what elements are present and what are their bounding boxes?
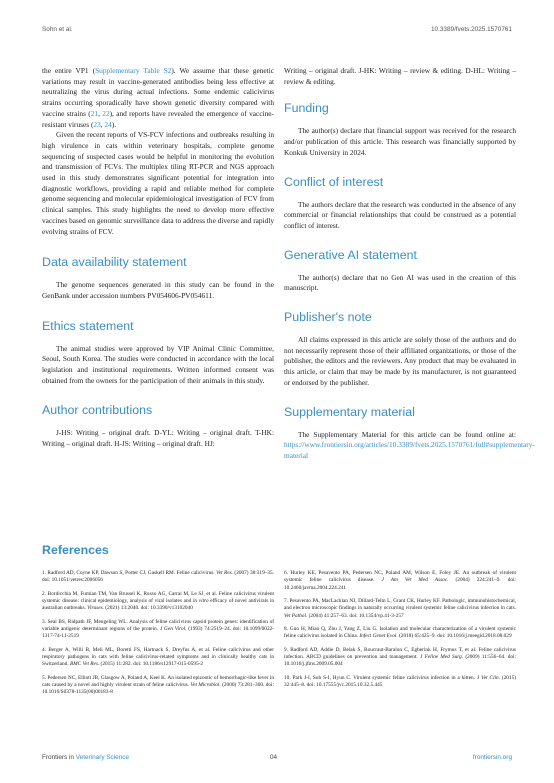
data-availability-text: The genome sequences generated in this study can be found in the GenBank under accession numbers PV054606-PV054611. [42,280,274,300]
section-heading-data-availability: Data availability statement [42,255,187,270]
conflict-text: The authors declare that the research was conducted in the absence of any commercial or financial relationships that could be construed as a potential conflict of interest. [284,199,516,230]
reference-item: 10. Park J-I, Suh S-I, Hyun C. Virulent systemic feline calicivirus infection in a kitten. J Vet Clin. (2015) 32:445–8. doi: 10.17555/jvc.2015.10.32.5.445 [284,674,517,688]
footer-journal: Frontiers in Veterinary Science [42,754,130,761]
discussion-paragraph-2: Given the recent reports of VS-FCV infections and outbreaks resulting in high virulence in cats within veterinary hospitals, complete genome sequencing of suspected cases would be helpful in monitoring the evolution and transmission of FCVs. The multiplex tiling RT-PCR and NGS approach used in this study demonstrates significant potential for integration into diagnostic workflows, providing a rapid and reliable method for complete genome sequencing and molecular epidemiological investigation of FCV from clinical samples. This study highlights the need to develop more effective vaccines based on genomic surveillance data to address the diverse and rapidly evolving strains of FCV. [42,130,274,236]
supplementary-url-link[interactable]: https://www.frontiersin.org/articles/10.3389/fvets.2025.1570761/full#supplementary-material [284,440,535,460]
citation-link[interactable]: 21 [90,108,99,118]
reference-item: 4. Berger A, Willi B, Meli ML, Boretti FS, Hartnack S, Dreyfus A, et al. Feline calicivirus and other respiratory pathogens in cats with feline calicivirus-related symptoms and in clinically healthy cats in Switzerland. BMC Vet Res. (2015) 11:282. doi: 10.1186/s12917-015-0595-2 [42,646,274,668]
supplementary-text: The Supplementary Material for this article can be found online at: https://www.frontiersin.org/articles/10.3389/fvets.2025.1570761/full#supplementary-material [284,429,535,460]
citation-link[interactable]: 23 [93,119,101,129]
section-heading-publisher-note: Publisher's note [284,310,372,325]
section-heading-ethics: Ethics statement [42,318,134,333]
genai-text: The author(s) declare that no Gen AI was used in the creation of this manuscript. [284,272,516,293]
supp-table-link[interactable]: Supplementary Table S2 [95,66,172,75]
discussion-paragraph-1: the entire VP1 (Supplementary Table S2). We assume that these genetic variations may result in vaccine-generated antibodies being less effective at neutralizing the virus during actual infections. Some endemic calicivirus strains occurring sporadically have shown genetic diversity compared with vaccine strains (21, 22), and reports have revealed the emergence of vaccine-resistant viruses (23, 24). [42,66,274,129]
section-heading-funding: Funding [284,101,329,116]
section-heading-conflict: Conflict of interest [284,174,384,189]
ethics-text: The animal studies were approved by VIP Animal Clinic Committee, Seoul, South Korea. The studies were conducted in accordance with the local legislation and institutional requirements. Written informed consent was obtained from the owners for the participation of their animals in this study. [42,343,274,385]
reference-item: 9. Radford AD, Addie D, Belak S, Boucraut-Baralon C, Egberink H, Frymus T, et al. Feline calicivirus infection. ABCD guidelines on prevention and management. J Feline Med Surg. (2009) 11:556–64. doi: 10.1016/j.jfms.2009.05.004 [284,646,516,668]
publisher-note-text: All claims expressed in this article are solely those of the authors and do not necessarily represent those of their affiliated organizations, or those of the publisher, the editors and the reviewers. Any product that may be evaluated in this article, or claim that may be made by its manufacturer, is not guaranteed or endorsed by the publisher. [284,335,516,387]
citation-link[interactable]: 24 [104,119,112,129]
author-contributions-text: J-HS: Writing – original draft. D-YL: Writing – original draft. T-HK: Writing – original draft. H-JS: Writing – original draft. HJ: [42,428,274,449]
author-contributions-continued: Writing – original draft. J-HK: Writing – review & editing. D-HL: Writing – review & editing. [284,66,516,86]
footer-site-link[interactable]: frontiersin.org [472,754,512,761]
references-heading: References [42,543,109,557]
reference-item: 1. Radford AD, Coyne KP, Dawson S, Porter CJ, Gaskell RM. Feline calicivirus. Vet Res. (2007) 38:319–35. doi: 10.1051/vetres:2006056 [42,570,274,584]
reference-item: 6. Hurley KE, Pesavento PA, Pedersen NC, Poland AM, Wilson E, Foley JE. An outbreak of virulent systemic feline calicivirus disease. J Am Vet Med Assoc. (2004) 224:241–9. doi: 10.2460/javma.2004.224.241 [284,570,516,591]
section-heading-genai: Generative AI statement [284,247,417,262]
section-heading-supplementary: Supplementary material [284,404,415,419]
running-head-doi: 10.3389/fvets.2025.1570761 [430,26,512,33]
funding-text: The author(s) declare that financial support was received for the research and/or publication of this article. This research was financially supported by Konkuk University in 2024. [284,126,516,157]
references-left-column [42,570,274,703]
reference-item: 5. Pedersen NC, Elliott JB, Glasgow A, Poland A, Keel K. An isolated epizootic of hemorrhagic-like fever in cats caused by a novel and highly virulent strain of feline calicivirus. Vet Microbiol. (2000) 73:281–300. doi: 10.1016/S0378-1135(00)00183-8 [42,674,274,696]
reference-item: 3. Seal BS, Ridpath JF, Mengeling WL. Analysis of feline calicivirus capsid protein genes: identification of variable antigenic determinant regions of the protein. J Gen Virol. (1993) 74:2519–24. doi: 10.1099/0022-1317-74-11-2519 [42,618,275,640]
right-column [284,66,535,462]
references-right-column [284,570,516,695]
reference-item: 2. Bordicchia M, Fumian TM, Van Brussel K, Russo AG, Carrai M, Le SJ, et al. Feline calicivirus virulent systemic disease: clinical epidemiology, analysis of viral isolates and in vitro efficacy of novel antivirals in australian outbreaks. Viruses. (2021) 13:2040. doi: 10.3390/v13102040 [42,590,274,612]
left-column [42,66,274,450]
section-heading-author-contributions: Author contributions [42,403,153,418]
reference-item: 7. Pesavento PA, MacLachlan NJ, Dillard-Telm L, Grant CK, Hurley KF. Pathologic, immunohistochemical, and electron microscopic findings in naturally occurring virulent systemic feline calicivirus infection in cats. Vet Pathol. (2004) 41:257–63. doi: 10.1354/vp.41-3-257 [284,597,516,619]
page-number: 04 [270,754,278,761]
reference-item: 8. Guo H, Miao Q, Zhu J, Yang Z, Liu G. Isolation and molecular characterization of a virulent systemic feline calicivirus isolated in China. Infect Genet Evol. (2018) 65:425–9. doi: 10.1016/j.meegid.2018.08.029 [284,625,516,640]
running-head-authors: Sohn et al. [42,26,73,33]
citation-link[interactable]: 22 [102,108,110,118]
